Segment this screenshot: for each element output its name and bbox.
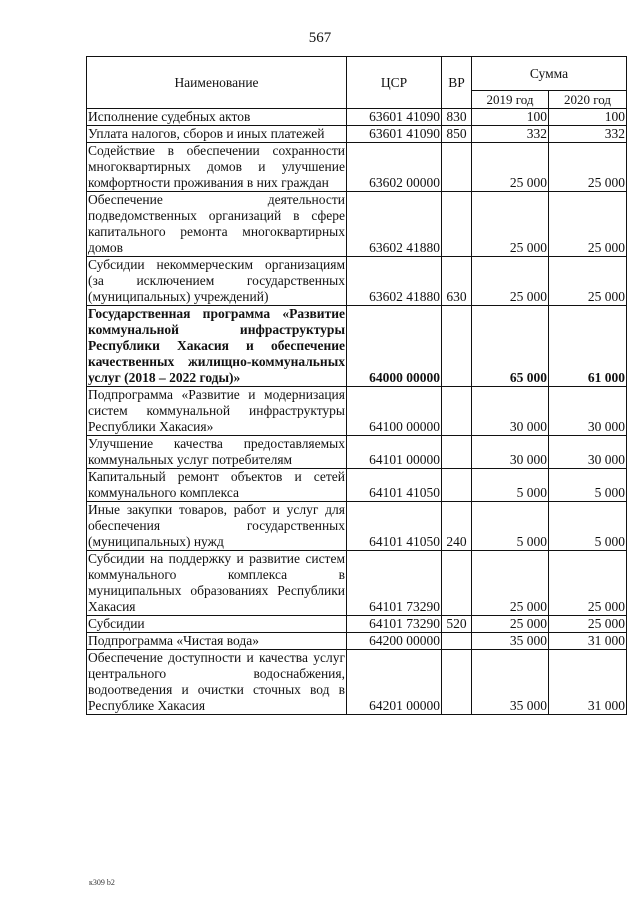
- row-vr: 520: [442, 616, 472, 633]
- row-csr: 63601 41090: [347, 109, 442, 126]
- row-amount-2020: 25 000: [549, 551, 627, 616]
- row-csr: 63602 00000: [347, 143, 442, 192]
- table-row: [87, 257, 627, 306]
- row-csr: 64101 41050: [347, 469, 442, 502]
- row-amount-2020: 61 000: [549, 306, 627, 387]
- budget-table: [86, 56, 627, 715]
- row-vr: 850: [442, 126, 472, 143]
- row-amount-2020: 25 000: [549, 143, 627, 192]
- header-year-2020: 2020 год: [549, 91, 627, 109]
- row-name: Капитальный ремонт объектов и сетей коммунального комплекса: [88, 469, 345, 500]
- row-amount-2020: 31 000: [549, 650, 627, 715]
- table-body: [87, 109, 627, 715]
- row-vr: [442, 469, 472, 502]
- row-csr: 64101 41050: [347, 502, 442, 551]
- table-row: [87, 633, 627, 650]
- row-amount-2019: 25 000: [472, 143, 549, 192]
- row-amount-2020: 100: [549, 109, 627, 126]
- row-amount-2019: 30 000: [472, 436, 549, 469]
- row-amount-2019: 25 000: [472, 257, 549, 306]
- row-amount-2019: 5 000: [472, 502, 549, 551]
- row-vr: 630: [442, 257, 472, 306]
- row-name: Обеспечение деятельности подведомственных организаций в сфере капитального ремонта многоквартирных домов: [88, 192, 345, 255]
- row-amount-2019: 35 000: [472, 633, 549, 650]
- header-year-2019: 2019 год: [472, 91, 549, 109]
- table-row: [87, 109, 627, 126]
- row-name: Обеспечение доступности и качества услуг центрального водоснабжения, водоотведения и очистки сточных вод в Республике Хакасия: [88, 650, 345, 713]
- row-name: Субсидии на поддержку и развитие систем коммунального комплекса в муниципальных образованиях Республики Хакасия: [88, 551, 345, 614]
- table-row: [87, 650, 627, 715]
- row-name: Государственная программа «Развитие коммунальной инфраструктуры Республики Хакасия и обеспечение качественных жилищно-коммунальных услуг (2018 – 2022 годы)»: [88, 306, 345, 385]
- page-number: 567: [308, 30, 332, 46]
- row-amount-2019: 25 000: [472, 616, 549, 633]
- row-vr: 830: [442, 109, 472, 126]
- row-name: Улучшение качества предоставляемых коммунальных услуг потребителям: [88, 436, 345, 467]
- row-vr: 240: [442, 502, 472, 551]
- row-name: Исполнение судебных актов: [87, 109, 347, 126]
- row-csr: 63601 41090: [347, 126, 442, 143]
- row-vr: [442, 633, 472, 650]
- row-vr: [442, 387, 472, 436]
- table-row: [87, 436, 627, 469]
- table-row: [87, 551, 627, 616]
- table-row: [87, 126, 627, 143]
- row-amount-2019: 5 000: [472, 469, 549, 502]
- row-vr: [442, 143, 472, 192]
- row-amount-2020: 25 000: [549, 616, 627, 633]
- row-csr: 63602 41880: [347, 257, 442, 306]
- header-sum: Сумма: [472, 57, 627, 91]
- row-csr: 64201 00000: [347, 650, 442, 715]
- row-amount-2019: 25 000: [472, 192, 549, 257]
- row-amount-2019: 100: [472, 109, 549, 126]
- footer-code: к309 b2: [89, 878, 115, 887]
- table-row: [87, 387, 627, 436]
- row-name: Субсидии: [87, 616, 347, 633]
- row-amount-2020: 332: [549, 126, 627, 143]
- row-amount-2020: 25 000: [549, 192, 627, 257]
- row-amount-2020: 25 000: [549, 257, 627, 306]
- row-amount-2019: 35 000: [472, 650, 549, 715]
- header-vr: ВР: [442, 57, 472, 109]
- row-vr: [442, 551, 472, 616]
- row-name: Подпрограмма «Чистая вода»: [87, 633, 347, 650]
- table-row: [87, 306, 627, 387]
- row-amount-2019: 25 000: [472, 551, 549, 616]
- row-vr: [442, 306, 472, 387]
- table-row: [87, 143, 627, 192]
- row-csr: 64000 00000: [347, 306, 442, 387]
- row-amount-2020: 30 000: [549, 387, 627, 436]
- row-vr: [442, 192, 472, 257]
- row-name: Субсидии некоммерческим организациям (за исключением государственных (муниципальных) учреждений): [88, 257, 345, 304]
- row-amount-2020: 5 000: [549, 502, 627, 551]
- row-csr: 64101 73290: [347, 551, 442, 616]
- header-csr: ЦСР: [347, 57, 442, 109]
- row-csr: 64100 00000: [347, 387, 442, 436]
- header-name: Наименование: [87, 57, 347, 109]
- row-name: Содействие в обеспечении сохранности многоквартирных домов и улучшение комфортности проживания в них граждан: [88, 143, 345, 190]
- row-name: Иные закупки товаров, работ и услуг для обеспечения государственных (муниципальных) нужд: [88, 502, 345, 549]
- row-amount-2019: 65 000: [472, 306, 549, 387]
- row-vr: [442, 650, 472, 715]
- row-csr: 64200 00000: [347, 633, 442, 650]
- table-row: [87, 192, 627, 257]
- row-amount-2020: 31 000: [549, 633, 627, 650]
- row-csr: 63602 41880: [347, 192, 442, 257]
- table-row: [87, 469, 627, 502]
- row-amount-2020: 30 000: [549, 436, 627, 469]
- row-name: Подпрограмма «Развитие и модернизация систем коммунальной инфраструктуры Республики Хакасия»: [88, 387, 345, 434]
- row-amount-2019: 30 000: [472, 387, 549, 436]
- row-amount-2019: 332: [472, 126, 549, 143]
- row-vr: [442, 436, 472, 469]
- row-csr: 64101 00000: [347, 436, 442, 469]
- row-amount-2020: 5 000: [549, 469, 627, 502]
- row-csr: 64101 73290: [347, 616, 442, 633]
- table-row: [87, 502, 627, 551]
- table-row: [87, 616, 627, 633]
- row-name: Уплата налогов, сборов и иных платежей: [87, 126, 347, 143]
